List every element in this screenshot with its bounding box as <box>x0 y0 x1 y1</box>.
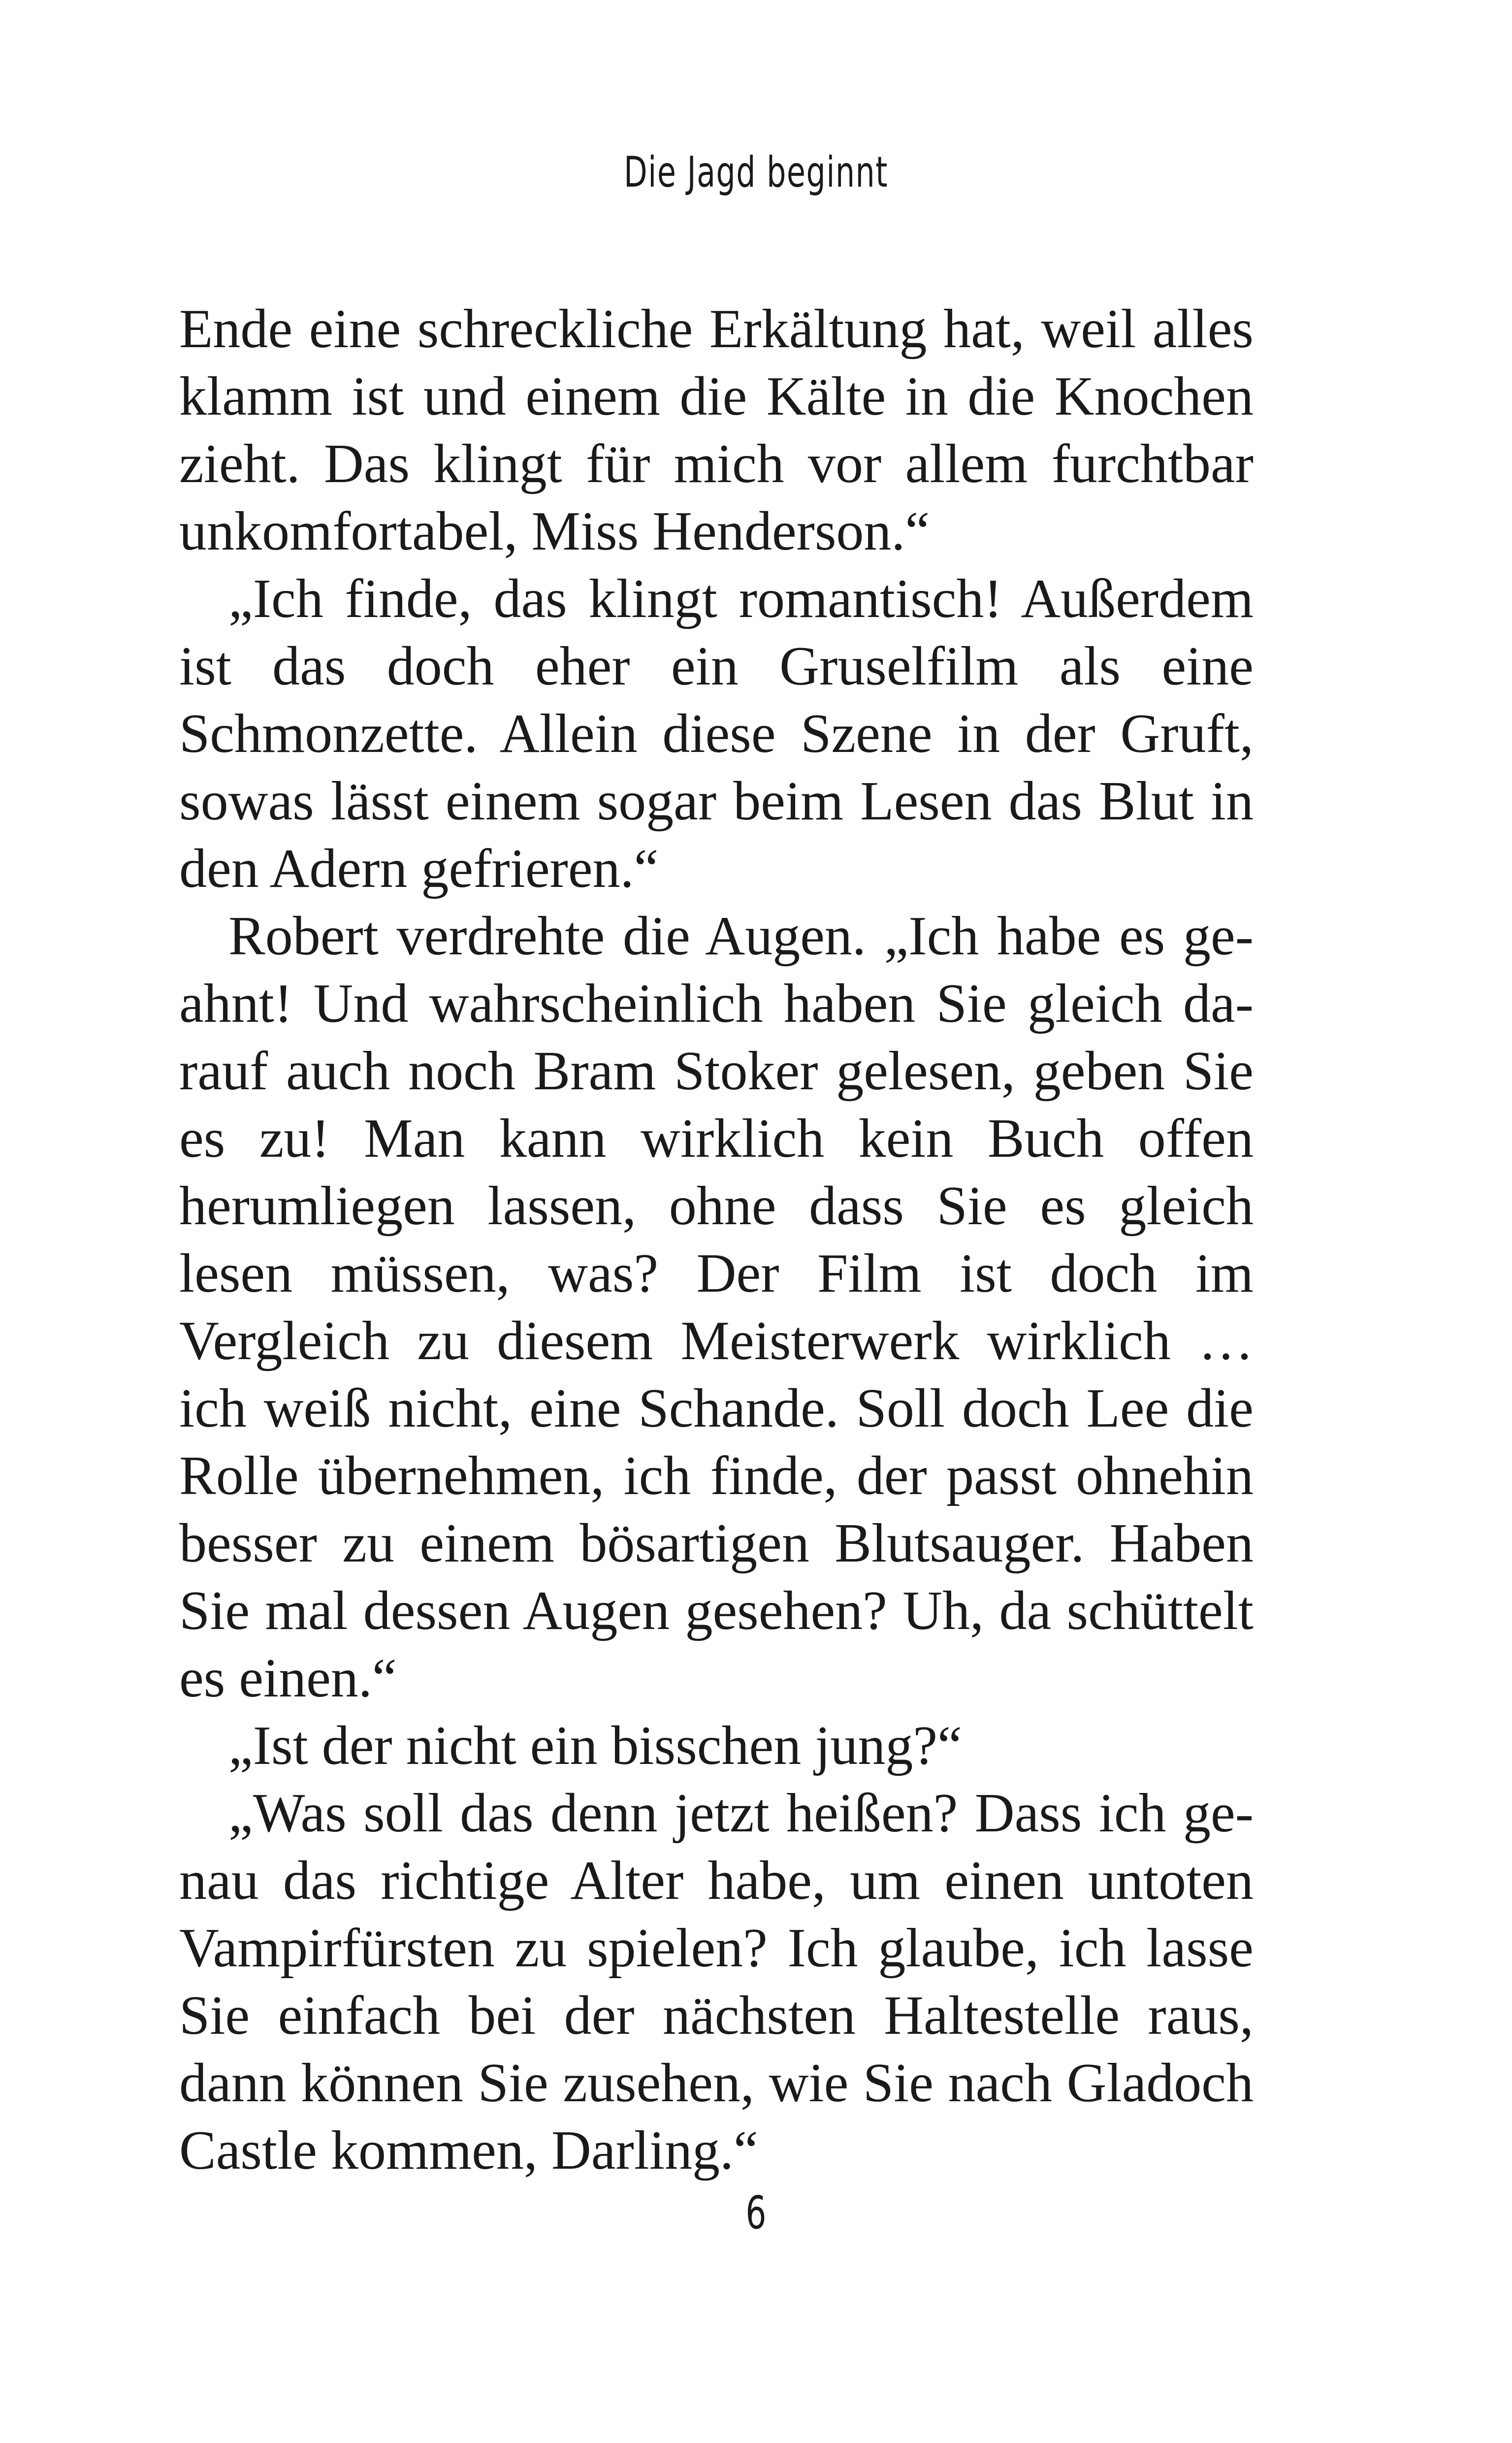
paragraph: „Ist der nicht ein bisschen jung?“ <box>228 1715 962 1776</box>
paragraph: Robert verdrehte die Augen. „Ich habe es geahnt! Und wahrscheinlich haben Sie gleich darauf auch noch Bram Stoker gelesen, geben Sie es zu! Man kann wirklich kein Buch offen herumliegen lassen, ohne dass Sie es gleich lesen müssen, was? Der Film ist doch im Vergleich zu diesem Meisterwerk wirklich … ich weiß nicht, eine Schande. Soll doch Lee die Rolle übernehmen, ich finde, der passt ohnehin besser zu einem bösartigen Blutsauger. Haben Sie mal dessen Augen gesehen? Uh, da schüttelt es einen.“ <box>179 906 1254 1709</box>
running-head: Die Jagd beginnt <box>624 148 888 197</box>
body-text <box>179 295 1254 2184</box>
page-number: 6 <box>745 2186 767 2239</box>
paragraph: „Ich finde, das klingt romantisch! Außerdem ist das doch eher ein Gruselfilm als eine Schmonzette. Allein diese Szene in der Gruft, sowas lässt einem sogar beim Lesen das Blut in den Adern gefrieren.“ <box>179 568 1254 899</box>
paragraph: „Was soll das denn jetzt heißen? Dass ich genau das richtige Alter habe, um einen untoten Vampirfürsten zu spielen? Ich glaube, ich lasse Sie einfach bei der nächsten Haltestelle raus, dann können Sie zusehen, wie Sie nach Gladoch Castle kommen, Darling.“ <box>179 1783 1254 2181</box>
paragraph: Ende eine schreckliche Erkältung hat, weil alles klamm ist und einem die Kälte in die Knochen zieht. Das klingt für mich vor allem furchtbar unkomfortabel, Miss Henderson.“ <box>179 298 1254 562</box>
